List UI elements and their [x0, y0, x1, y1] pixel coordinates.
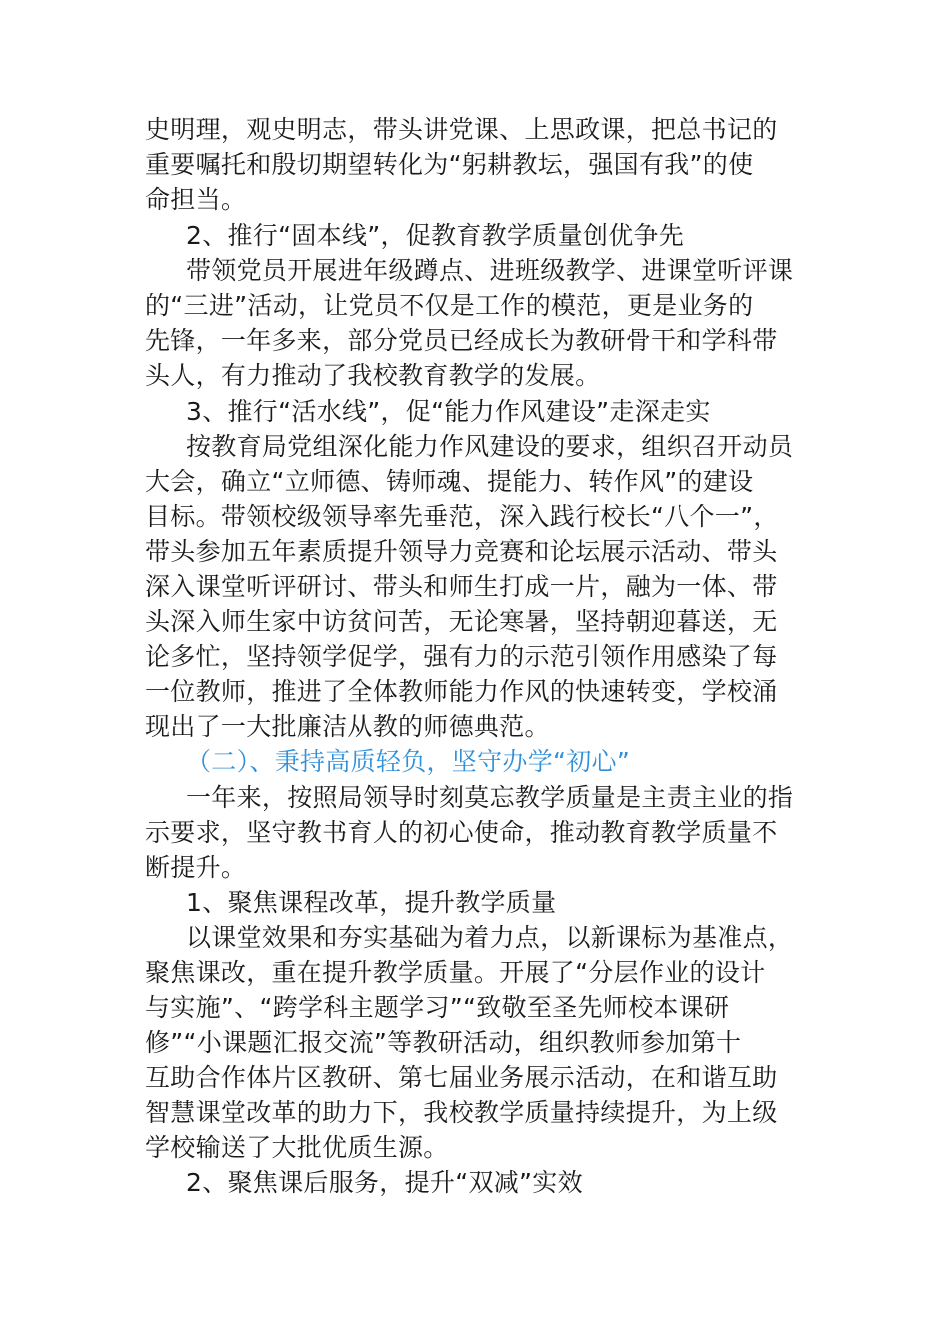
paragraph-line: 与实施”、“跨学科主题学习”“致敬至圣先师校本课研 [145, 993, 730, 1022]
paragraph-line: 互助合作体片区教研、第七届业务展示活动，在和谐互助 [145, 1063, 778, 1092]
paragraph-line: 史明理，观史明志，带头讲党课、上思政课，把总书记的 [145, 115, 778, 144]
paragraph-line: 智慧课堂改革的助力下，我校教学质量持续提升，为上级 [145, 1098, 778, 1127]
paragraph-line: 一年来，按照局领导时刻莫忘教学质量是主责主业的指 [186, 783, 794, 812]
paragraph-line: 大会，确立“立师德、铸师魂、提能力、转作风”的建设 [145, 467, 754, 496]
paragraph-line: 一位教师，推进了全体教师能力作风的快速转变，学校涌 [145, 677, 778, 706]
section-subheading: 2、聚焦课后服务，提升“双减”实效 [186, 1168, 583, 1197]
paragraph-line: 以课堂效果和夯实基础为着力点，以新课标为基准点， [186, 923, 794, 952]
section-subheading: 2、推行“固本线”，促教育教学质量创优争先 [186, 221, 685, 250]
paragraph-line: 聚焦课改，重在提升教学质量。开展了“分层作业的设计 [145, 958, 766, 987]
paragraph-line: 深入课堂听评研讨、带头和师生打成一片，融为一体、带 [145, 572, 778, 601]
section-subheading: 1、聚焦课程改革，提升教学质量 [186, 888, 557, 917]
section-subheading: 3、推行“活水线”，促“能力作风建设”走深走实 [186, 397, 711, 426]
paragraph-line: 断提升。 [145, 853, 247, 882]
paragraph-line: 修”“小课题汇报交流”等教研活动，组织教师参加第十 [145, 1028, 742, 1057]
paragraph-line: 带头参加五年素质提升领导力竞赛和论坛展示活动、带头 [145, 537, 778, 566]
paragraph-line: 目标。带领校级领导率先垂范，深入践行校长“八个一”， [145, 502, 779, 531]
paragraph-line: 学校输送了大批优质生源。 [145, 1133, 449, 1162]
paragraph-line: 头人，有力推动了我校教育教学的发展。 [145, 361, 601, 390]
paragraph-line: 先锋，一年多来，部分党员已经成长为教研骨干和学科带 [145, 326, 778, 355]
section-heading: （二）、秉持高质轻负，坚守办学“初心” [186, 747, 631, 776]
paragraph-line: 头深入师生家中访贫问苦，无论寒暑，坚持朝迎暮送，无 [145, 607, 778, 636]
paragraph-line: 现出了一大批廉洁从教的师德典范。 [145, 712, 550, 741]
paragraph-line: 按教育局党组深化能力作风建设的要求，组织召开动员 [186, 432, 794, 461]
paragraph-line: 论多忙，坚持领学促学，强有力的示范引领作用感染了每 [145, 642, 778, 671]
paragraph-line: 带领党员开展进年级蹲点、进班级教学、进课堂听评课 [186, 256, 794, 285]
paragraph-line: 示要求，坚守教书育人的初心使命，推动教育教学质量不 [145, 818, 778, 847]
paragraph-line: 命担当。 [145, 185, 247, 214]
paragraph-line: 的“三进”活动，让党员不仅是工作的模范，更是业务的 [145, 291, 754, 320]
paragraph-line: 重要嘱托和殷切期望转化为“躬耕教坛，强国有我”的使 [145, 150, 754, 179]
